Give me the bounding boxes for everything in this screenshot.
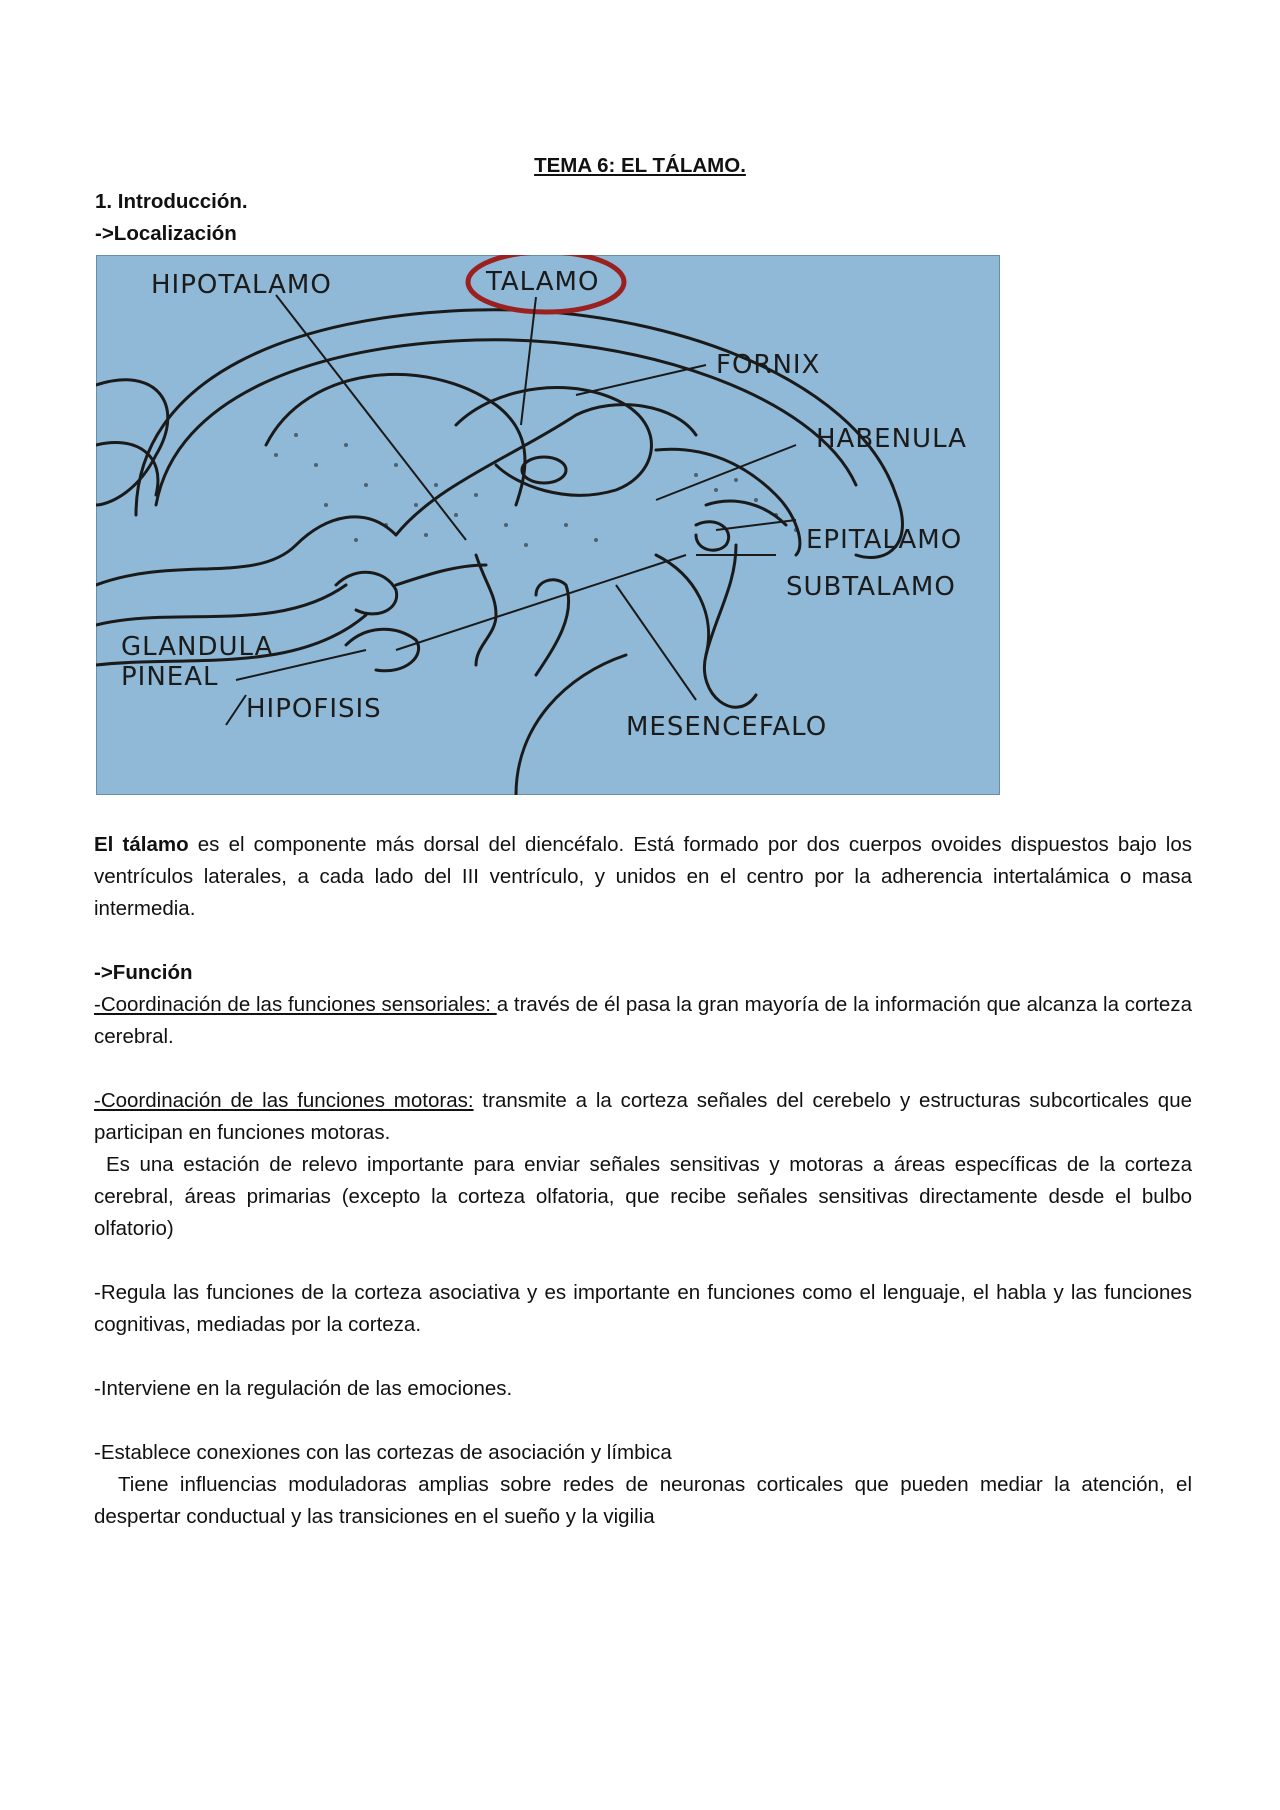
intro-bold-term: El tálamo: [94, 833, 189, 856]
brain-diagram: [96, 255, 1000, 795]
sensorial-label: -Coordinación de las funciones sensoriales:: [94, 993, 497, 1016]
influencias-paragraph: Tiene influencias moduladoras amplias sobre redes de neuronas corticales que pueden mediar la atención, el despertar conductual y las transiciones en el sueño y la vigilia: [94, 1473, 1192, 1528]
brain-diagram-figure: [96, 255, 1000, 795]
subheading-localizacion: ->Localización: [95, 222, 237, 245]
motora-text: transmite a la corteza señales del cerebelo y estructuras subcorticales que participan en funciones motoras.: [94, 1089, 1192, 1144]
label-pineal: PINEAL: [121, 662, 219, 692]
regula-paragraph: -Regula las funciones de la corteza asociativa y es importante en funciones como el lenguaje, el habla y las funciones cognitivas, mediadas por la corteza.: [94, 1281, 1192, 1336]
relevo-paragraph: Es una estación de relevo importante para enviar señales sensitivas y motoras a áreas específicas de la corteza cerebral, áreas primarias (excepto la corteza olfatoria, que recibe señales sensitivas directamente desde el bulbo olfatorio): [94, 1153, 1192, 1240]
label-epitalamo: EPITALAMO: [806, 525, 963, 555]
motora-label: -Coordinación de las funciones motoras:: [94, 1089, 474, 1112]
label-mesencefalo: MESENCEFALO: [626, 712, 828, 742]
label-hipotalamo: HIPOTALAMO: [151, 270, 332, 300]
label-glandula: GLANDULA: [121, 632, 274, 662]
label-hipofisis: HIPOFISIS: [246, 694, 382, 724]
funcion-heading: ->Función: [94, 961, 193, 984]
label-habenula: HABENULA: [816, 424, 967, 454]
intro-text: es el componente más dorsal del diencéfalo. Está formado por dos cuerpos ovoides dispuestos bajo los ventrículos laterales, a cada lado del III ventrículo, y unidos en el centro por la adherencia intertalámica o masa intermedia.: [94, 833, 1193, 920]
motora-paragraph: [94, 1085, 1192, 1149]
conexiones-paragraph: -Establece conexiones con las cortezas de asociación y límbica: [94, 1441, 672, 1464]
emociones-paragraph: -Interviene en la regulación de las emociones.: [94, 1377, 513, 1400]
label-subtalamo: SUBTALAMO: [786, 572, 956, 602]
sensorial-text: a través de él pasa la gran mayoría de la información que alcanza la corteza cerebral.: [94, 993, 1192, 1048]
label-fornix: FORNIX: [716, 350, 821, 380]
intro-paragraph: [94, 829, 1192, 925]
sensorial-paragraph: [94, 989, 1192, 1053]
label-talamo: TALAMO: [486, 267, 600, 297]
page-title: TEMA 6: EL TÁLAMO.: [534, 154, 746, 177]
body-text: [94, 829, 1192, 1533]
section-heading-introduccion: 1. Introducción.: [95, 190, 248, 213]
